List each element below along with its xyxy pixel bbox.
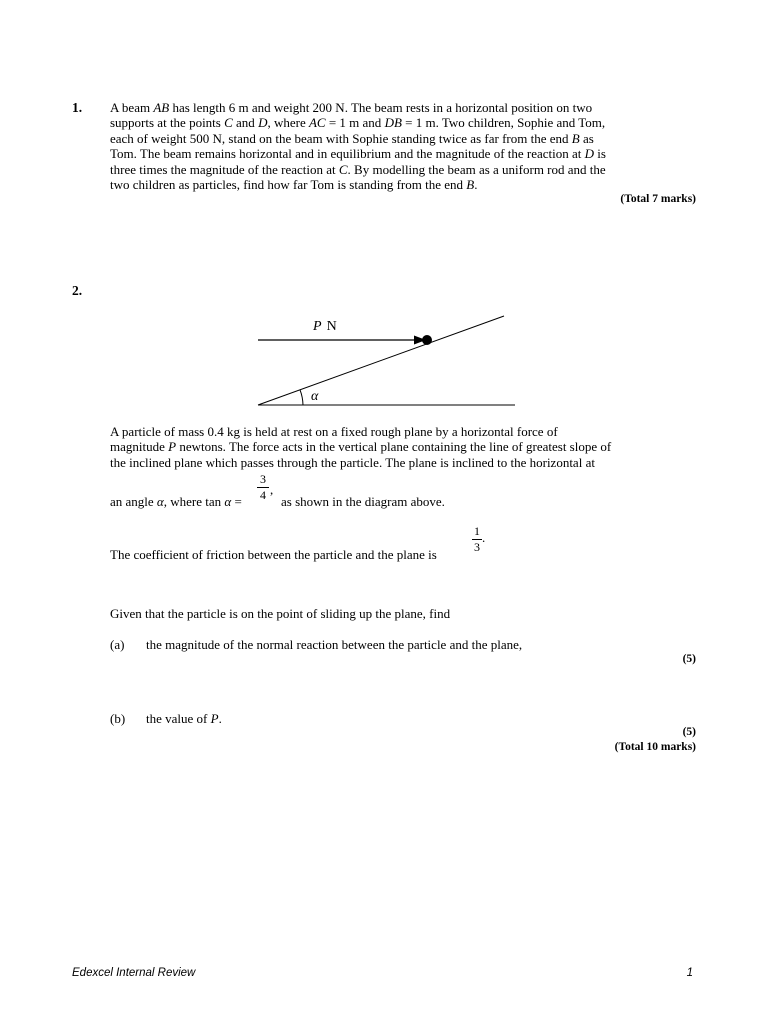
q1-lines-line: three times the magnitude of the reaction at C. By modelling the beam as a uniform rod and the	[110, 161, 606, 177]
question-1-total-marks: (Total 7 marks)	[620, 193, 696, 205]
part-a-label: (a)	[110, 637, 125, 652]
q1-lines-line: supports at the points C and D, where AC = 1 m and DB = 1 m. Two children, Sophie and Tom,	[110, 115, 606, 131]
q1-lines-line: each of weight 500 N, stand on the beam with Sophie standing twice as far from the end B as	[110, 130, 594, 146]
q1-lines-line: A beam AB has length 6 m and weight 200 N. The beam rests in a horizontal position on two	[110, 100, 593, 115]
footer-page-number: 1	[686, 967, 693, 979]
question-2-total-marks: (Total 10 marks)	[614, 741, 696, 753]
question-1-number: 1.	[72, 100, 83, 115]
question-2-paragraph	[110, 424, 700, 470]
part-a-text: the magnitude of the normal reaction between the particle and the plane,	[146, 637, 523, 652]
q2-para_lines-line: magnitude P newtons. The force acts in the vertical plane containing the line of greatest slope of	[110, 439, 612, 455]
question-2-number: 2.	[72, 283, 83, 298]
q2-para_lines-line: A particle of mass 0.4 kg is held at rest on a fixed rough plane by a horizontal force of	[110, 424, 558, 439]
angle-statement: an angle α, where tan α =	[110, 494, 242, 509]
inclined-plane-line	[258, 316, 504, 405]
friction-statement: The coefficient of friction between the particle and the plane is	[110, 547, 437, 562]
q1-lines-line: Tom. The beam remains horizontal and in equilibrium and the magnitude of the reaction at D is	[110, 146, 606, 162]
angle-arc	[300, 390, 303, 405]
angle-label: α	[311, 389, 319, 404]
tan-fraction: 3 4	[257, 473, 269, 502]
tan-fraction-comma: ,	[270, 482, 274, 497]
part-b-text: the value of P.	[146, 711, 222, 726]
angle-statement-end: as shown in the diagram above.	[281, 494, 445, 509]
part-a-marks: (5)	[682, 653, 696, 665]
part-b-label: (b)	[110, 711, 126, 726]
footer-source: Edexcel Internal Review	[72, 967, 196, 979]
force-label: P N	[313, 319, 337, 334]
inclined-plane-diagram	[0, 0, 768, 420]
friction-fraction-period: .	[482, 530, 486, 545]
q1-lines-line: two children as particles, find how far Tom is standing from the end B.	[110, 177, 478, 193]
given-statement: Given that the particle is on the point of sliding up the plane, find	[110, 606, 451, 621]
particle	[422, 335, 432, 345]
friction-fraction: 1 3	[474, 524, 480, 554]
q2-para_lines-line: the inclined plane which passes through the particle. The plane is inclined to the horizontal at	[110, 454, 595, 470]
part-b-marks: (5)	[682, 726, 696, 738]
